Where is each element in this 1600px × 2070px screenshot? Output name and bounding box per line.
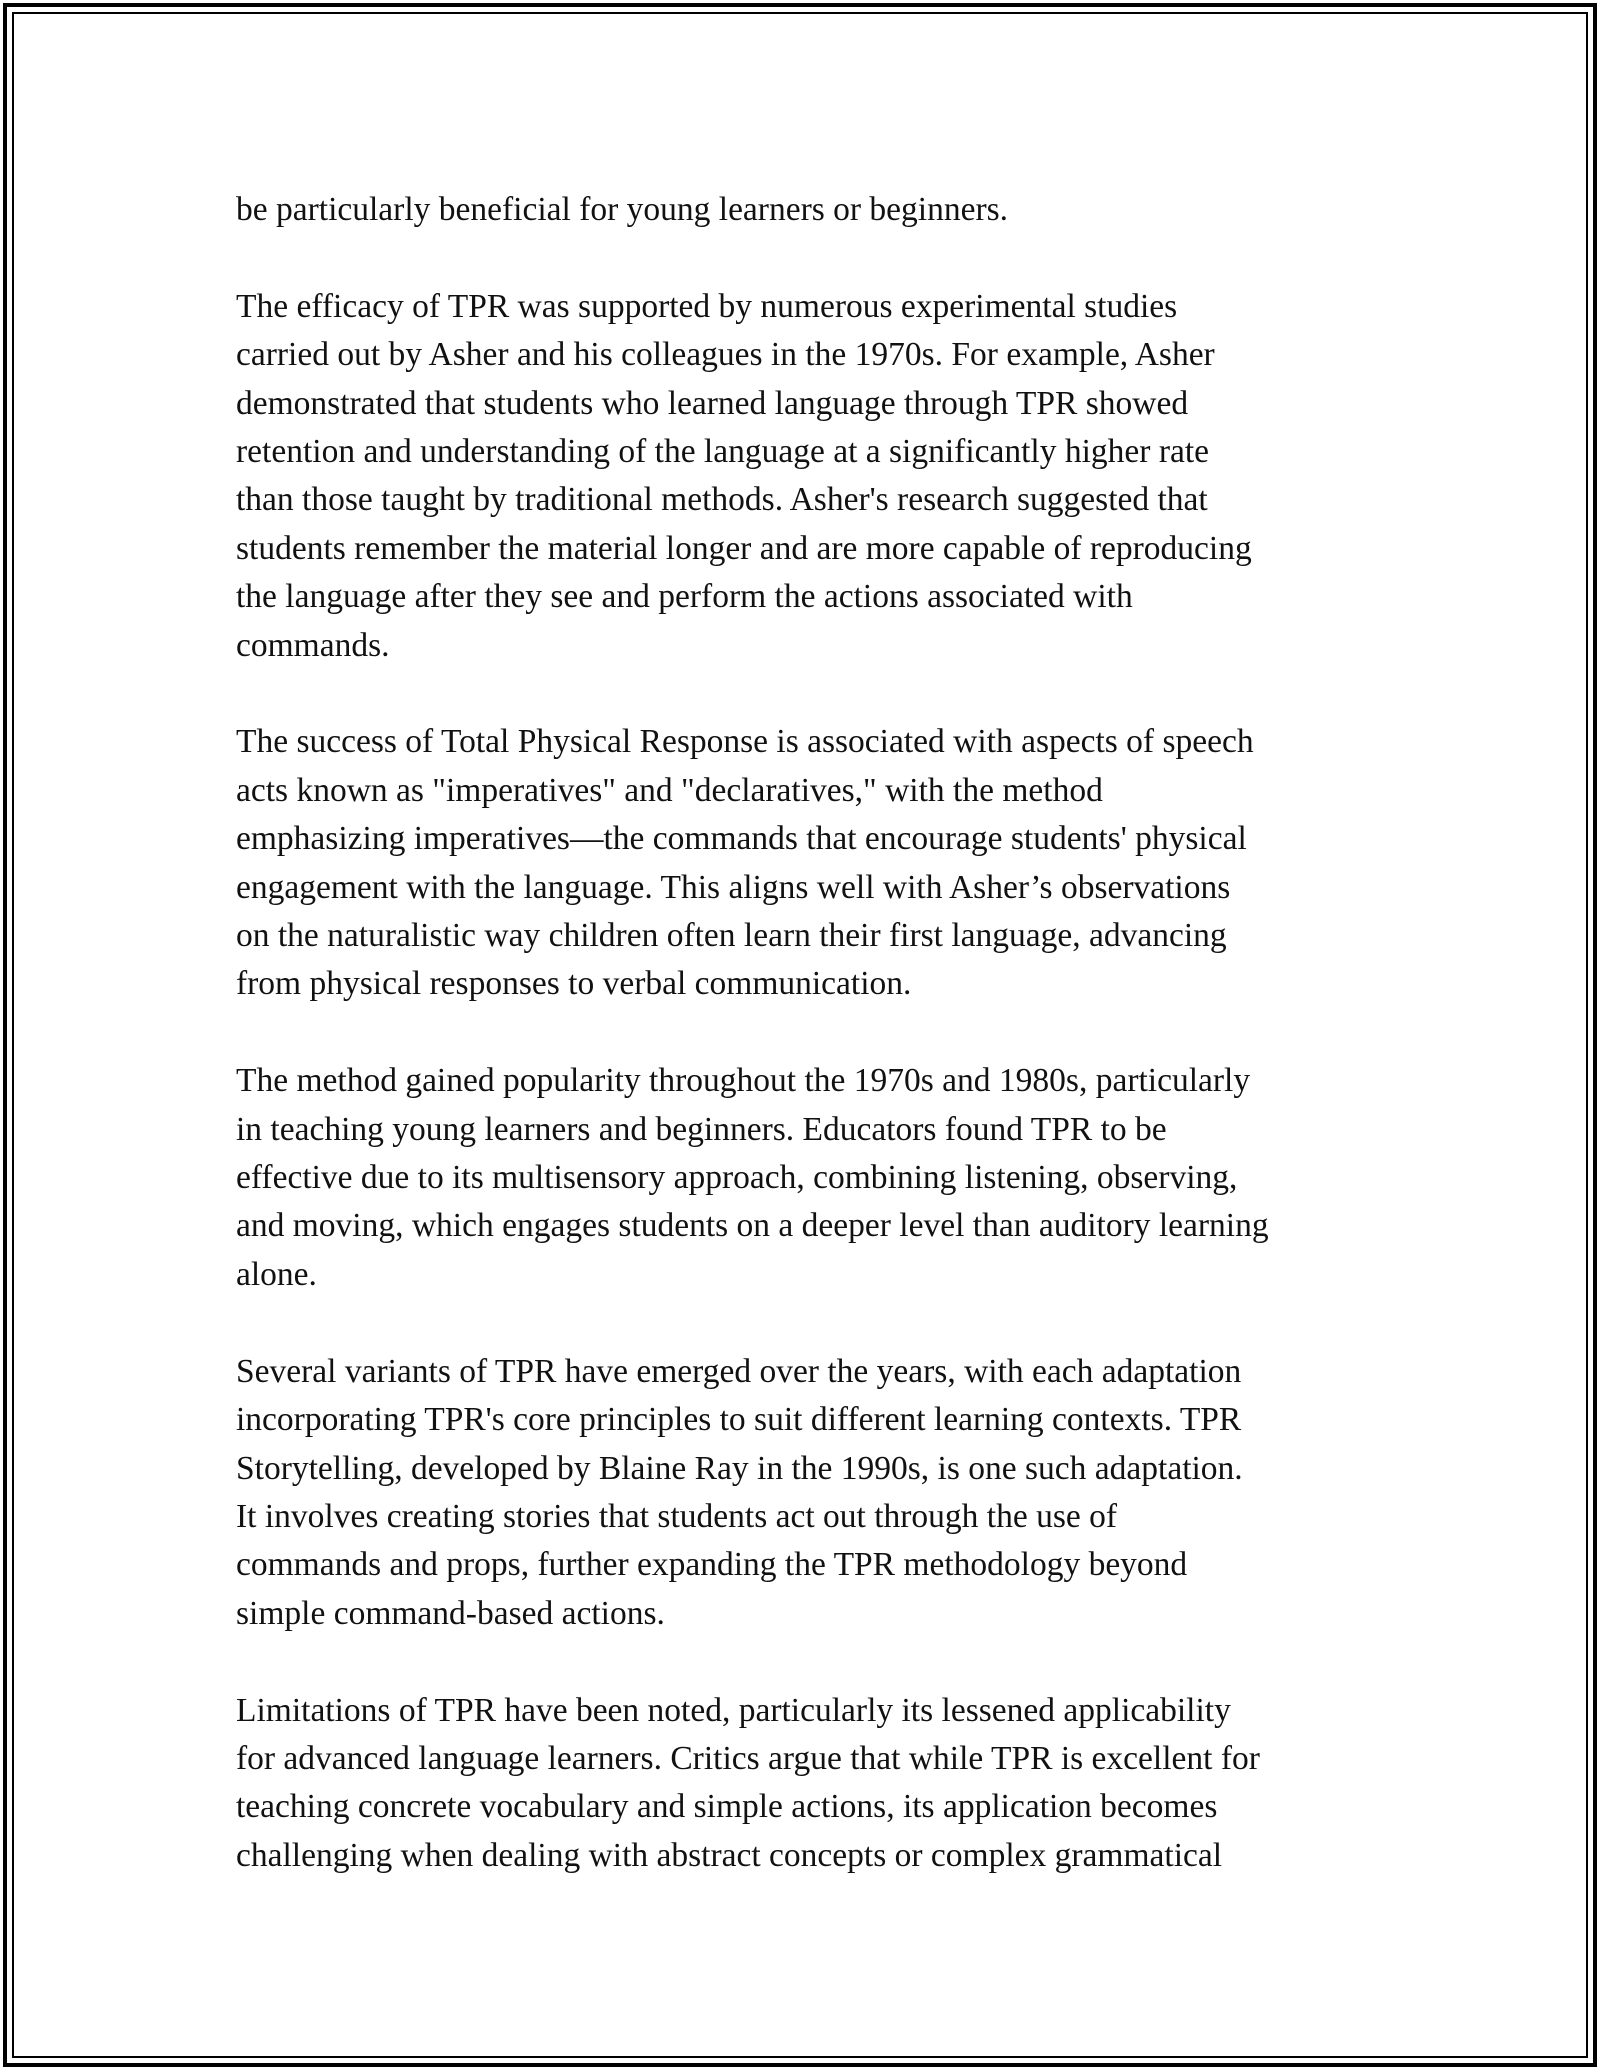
paragraph-limitations: Limitations of TPR have been noted, particularly its lessened applicability for advanced language learners. Critics argue that while TPR is excellent for teaching concrete vocabulary and simple actions, its application becomes challenging when dealing with abstract concepts or complex grammatical	[236, 1691, 1260, 1874]
document-body	[236, 186, 1396, 1880]
paragraph-efficacy: The efficacy of TPR was supported by numerous experimental studies carried out by Asher and his colleagues in the 1970s. For example, Asher demonstrated that students who learned language through TPR showed retention and understanding of the language at a significantly higher rate than those taught by traditional methods. Asher's research suggested that students remember the material longer and are more capable of reproducing the language after they see and perform the actions associated with commands.	[236, 287, 1252, 664]
paragraph-continuation: be particularly beneficial for young learners or beginners.	[236, 191, 1009, 228]
paragraph-variants: Several variants of TPR have emerged over the years, with each adaptation incorporating TPR's core principles to suit different learning contexts. TPR Storytelling, developed by Blaine Ray in the 1990s, is one such adaptation. It involves creating stories that students act out through the use of commands and props, further expanding the TPR methodology beyond simple command-based actions.	[236, 1352, 1243, 1632]
paragraph-popularity: The method gained popularity throughout the 1970s and 1980s, particularly in teaching young learners and beginners. Educators found TPR to be effective due to its multisensory approach, combining listening, observing, and moving, which engages students on a deeper level than auditory learning alone.	[236, 1062, 1269, 1293]
paragraph-speech-acts: The success of Total Physical Response is associated with aspects of speech acts known as "imperatives" and "declaratives," with the method emphasizing imperatives—the commands that encourage students' physical engagement with the language. This aligns well with Asher’s observations on the naturalistic way children often learn their first language, advancing from physical responses to verbal communication.	[236, 723, 1254, 1003]
